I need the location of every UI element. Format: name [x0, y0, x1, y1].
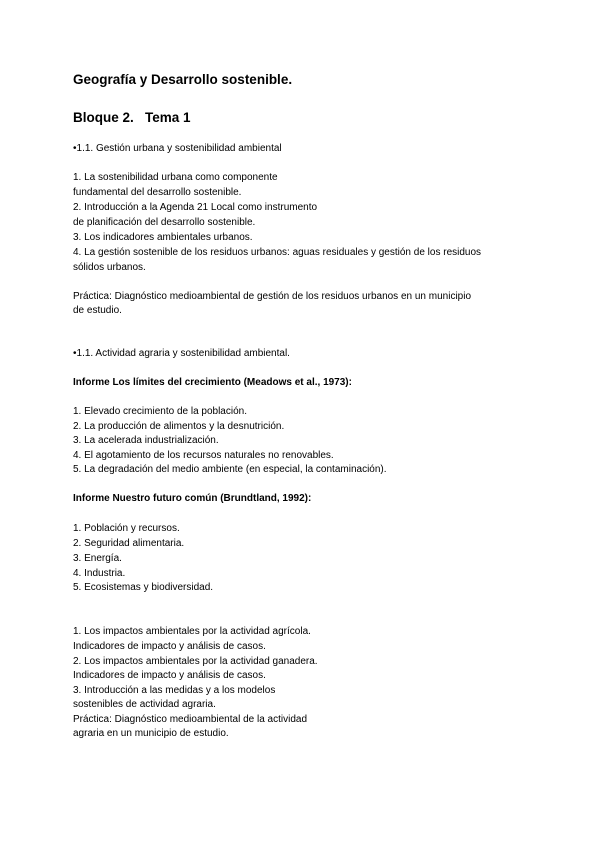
section1-heading: •1.1. Gestión urbana y sostenibilidad ambiental [73, 143, 282, 154]
section1-line: 1. La sostenibilidad urbana como componente [73, 172, 278, 183]
section2-line: 3. Introducción a las medidas y a los modelos [73, 685, 276, 696]
section2-line: sostenibles de actividad agraria. [73, 699, 216, 710]
report2-item: 5. Ecosistemas y biodiversidad. [73, 582, 214, 593]
section1-line: sólidos urbanos. [73, 262, 146, 273]
document-title: Geografía y Desarrollo sostenible. [73, 72, 293, 87]
report2-item: 1. Población y recursos. [73, 523, 180, 534]
section2-line: agraria en un municipio de estudio. [73, 728, 229, 739]
section1-line: 4. La gestión sostenible de los residuos urbanos: aguas residuales y gestión de los residuos [73, 247, 482, 258]
report1-item: 2. La producción de alimentos y la desnutrición. [73, 421, 285, 432]
section2-line: Indicadores de impacto y análisis de casos. [73, 670, 266, 681]
report1-item: 4. El agotamiento de los recursos naturales no renovables. [73, 450, 334, 461]
report2-title: Informe Nuestro futuro común (Brundtland, 1992): [73, 493, 312, 504]
report1-title: Informe Los límites del crecimiento (Meadows et al., 1973): [73, 377, 352, 388]
section1-line: 2. Introducción a la Agenda 21 Local como instrumento [73, 202, 318, 213]
report1-item: 5. La degradación del medio ambiente (en especial, la contaminación). [73, 464, 387, 475]
section1-line: 3. Los indicadores ambientales urbanos. [73, 232, 253, 243]
section1-practice: Práctica: Diagnóstico medioambiental de gestión de los residuos urbanos en un municipio [73, 291, 472, 302]
section2-line: 2. Los impactos ambientales por la actividad ganadera. [73, 656, 318, 667]
report1-item: 1. Elevado crecimiento de la población. [73, 406, 247, 417]
section1-line: de planificación del desarrollo sostenible. [73, 217, 256, 228]
section1-line: fundamental del desarrollo sostenible. [73, 187, 242, 198]
report1-item: 3. La acelerada industrialización. [73, 435, 219, 446]
report2-item: 3. Energía. [73, 553, 122, 564]
section2-line: 1. Los impactos ambientales por la actividad agrícola. [73, 626, 311, 637]
report2-item: 4. Industria. [73, 568, 126, 579]
section2-line: Práctica: Diagnóstico medioambiental de la actividad [73, 714, 308, 725]
block-subtitle: Bloque 2. Tema 1 [73, 110, 191, 125]
report2-item: 2. Seguridad alimentaria. [73, 538, 185, 549]
section1-practice: de estudio. [73, 305, 122, 316]
section2-heading: •1.1. Actividad agraria y sostenibilidad ambiental. [73, 348, 290, 359]
section2-line: Indicadores de impacto y análisis de casos. [73, 641, 266, 652]
